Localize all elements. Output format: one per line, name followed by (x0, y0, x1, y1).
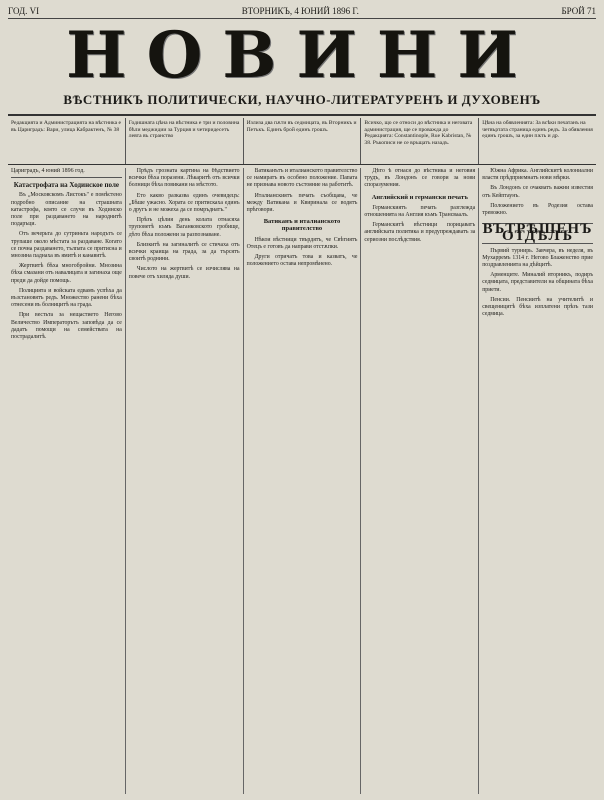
section-subheading: Ватиканъ и италианското правителство (263, 218, 341, 233)
paragraph: Отъ вечерьта до сутриньта народътъ се трупаше около мѣстата за раздаване. Когато се почна раздаването, тълпата се притисна и мнозина паднаха въ ямитѣ и канавитѣ. (11, 231, 122, 260)
dateline: Цариградъ, 4 юний 1896 год. (11, 168, 122, 178)
paragraph: Ето какво разказва единъ очевидецъ: „Бѣше ужасно. Хората се притискаха единъ о другъ и не можеха да се помръднатъ." (128, 192, 240, 214)
article-columns (8, 168, 596, 794)
column-4 (361, 168, 479, 794)
info-cell-frequency: Излиза два пѫти въ седмицата, въ Вторникъ и Петъкъ. Единъ брой единъ грошъ. (244, 118, 362, 164)
info-bar (8, 118, 596, 165)
column-2 (126, 168, 244, 794)
info-cell-price: Годишната цѣна на вѣстника е три и половина бѣли меджидии за Турция и четиридесетъ левта въ странство (126, 118, 244, 164)
section-subheading: Английский и германски печатъ (371, 193, 468, 201)
paragraph: Полицията и войската едвамъ успѣха да възстановятъ редъ. Множество ранени бѣха отнесени въ болницитѣ на града. (11, 287, 122, 309)
column-1 (8, 168, 126, 794)
paragraph: Прѣдъ грозната картина на бѣдствието всички бѣха поразени. Лѣкаритѣ отъ всички болници бѣха повикани на мѣстото. (128, 168, 240, 189)
paragraph: Близкитѣ на загиналитѣ се стичаха отъ всички краища на града, за да търсятъ своитѣ роднини. (128, 241, 240, 263)
paragraph: Прѣзъ цѣлия день колата отнасяха труповетѣ къмъ Ваганковското гробище, дѣто бѣха положени за разпознаване. (128, 217, 240, 238)
masthead (8, 18, 596, 93)
paragraph: Италианскиятъ печать съобщава, че между Ватикана и Квиринала се водятъ прѣговори. (246, 192, 358, 214)
paragraph: Нѣкои вѣстници твърдятъ, че Свѣтиятъ Отецъ е готовъ да направи отстѫпки. (246, 236, 358, 250)
article-heading: Катастрофата на Ходинское поле (13, 181, 119, 190)
paragraph: Арменците. Миналий вторникъ, подиръ седмицата, представители на общината бѣха приети. (482, 272, 593, 293)
paragraph: Други отричатъ това и казватъ, че положението остава непромѣнено. (246, 254, 358, 268)
info-cell-address: Редакцията и Администрацията на вѣстника е въ Цариградъ: Вари, улица Кабрактенъ, № 38 (8, 118, 126, 164)
paragraph: Пенсии. Пенсиитѣ на учителитѣ и свещеницитѣ бѣха изплатени прѣзъ тази седмица. (482, 296, 593, 318)
section-heading: ВЪТРѢШЕНЪ ОТДѢЛЪ (482, 221, 593, 245)
paragraph: Жертвитѣ бѣха многобройни. Мнозина бѣха смазани отъ навалицата и загинаха още преди да дойде помощь. (11, 263, 122, 284)
paragraph: Дѣто ѣ отнася до вѣстника и неговия трудъ, въ Лондонъ се говори за нови споразумения. (364, 168, 476, 189)
paragraph: Положението въ Родезия остава тревожно. (482, 202, 593, 217)
paragraph: При вестьта за нещастието Негово Величество Императорътъ заповѣда да се дадатъ помощи на семействата на пострадалитѣ. (11, 312, 122, 341)
issue-line (8, 4, 596, 19)
info-cell-correspondence: Всичко, що се относи до вѣстника и неговата администрация, ще се проважда до Редакцията: Constantinople, Rue Kabristan, № 38. Ръкописи не се връщатъ назадъ. (361, 118, 479, 164)
paragraph: Германскитѣ вѣстници порицаватъ английската политика и предупреждаватъ за сериозни послѣдствия. (364, 222, 476, 243)
paragraph: Германскиятъ печать разглежда отношенията на Англия къмъ Трансваалъ. (364, 204, 476, 219)
paragraph: Ватиканътъ и италианското правителство се намиратъ въ особено положение. Папата не признава новото състояние на работитѣ. (246, 168, 358, 189)
paragraph: Въ Лондонъ се очакватъ важни известия отъ Кейптаунъ. (482, 185, 593, 199)
date-label: ВТОРНИКЪ, 4 ЮНИЙ 1896 Г. (241, 6, 359, 16)
newspaper-title: НОВИНИ (66, 18, 538, 93)
issue-number: БРОЙ 71 (561, 6, 596, 16)
newspaper-subtitle: ВѢСТНИКЪ ПОЛИТИЧЕСКИ, НАУЧНО-ЛИТЕРАТУРЕНЪ И ДУХОВЕНЪ (8, 92, 596, 116)
paragraph: Числото на жертвитѣ се изчислява на повече отъ хиляда души. (128, 266, 240, 280)
column-5 (479, 168, 596, 794)
paragraph: Южна Африка. Английскитѣ колониални власти прѣдприемнатъ нови мѣрки. (482, 168, 593, 182)
paragraph: Първий турнирь. Завчера, въ неделя, въ Мухарремъ 1314 г. Негово Блаженство прие поздравленията на дѣйцитѣ. (482, 247, 593, 269)
column-3 (244, 168, 362, 794)
info-cell-ads: Цѣна на обявленията: За всѣки печатанъ на четвъртата страница единъ редъ. За обявления единъ грошъ, за един пѫть и др. (482, 120, 593, 140)
paragraph: Въ „Московскомъ Листокъ" е помѣстено подробно описание на страшната катастрофа, която се случи въ Ходинско поле при раздаването на народнитѣ подаръци. (11, 192, 122, 228)
year-label: ГОД. VI (8, 6, 40, 16)
